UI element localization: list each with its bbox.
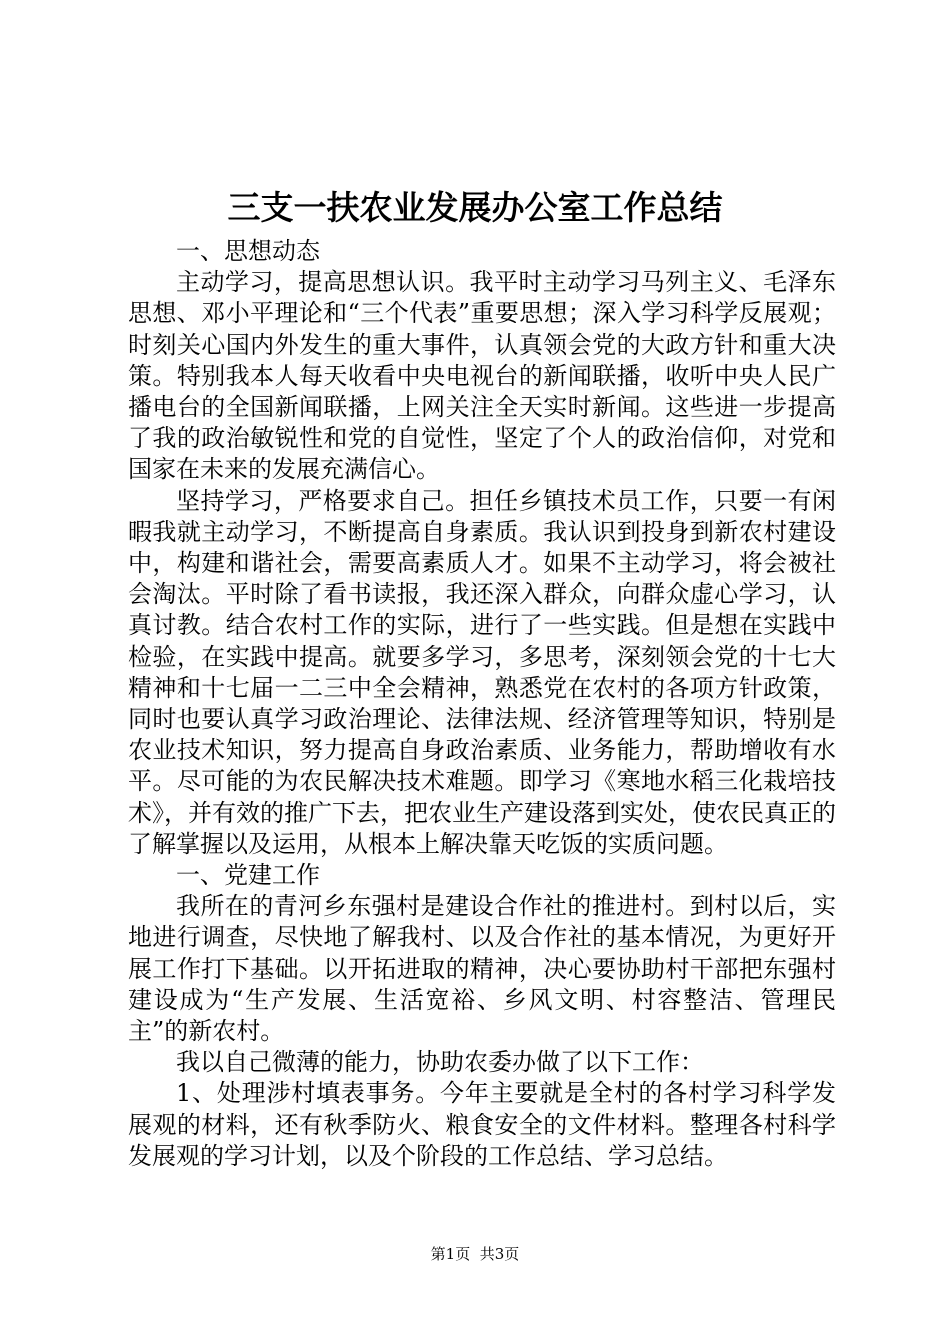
section-heading-thought: 一、思想动态 [176,237,320,265]
paragraph-item-1: 1、处理涉村填表事务。今年主要就是全村的各村学习科学发展观的材料，还有秋季防火、粮食安全的文件材料。整理各村科学发展观的学习计划，以及个阶段的工作总结、学习总结。 [128,1079,836,1170]
document-title: 三支一扶农业发展办公室工作总结 [227,188,723,227]
page-footer [0,1244,950,1264]
paragraph-persistent-learning: 坚持学习，严格要求自己。担任乡镇技术员工作，只要一有闲暇我就主动学习，不断提高自身素质。我认识到投身到新农村建设中，构建和谐社会，需要高素质人才。如果不主动学习，将会被社会淘汰。平时除了看书读报，我还深入群众，向群众虚心学习，认真讨教。结合农村工作的实际，进行了一些实践。但是想在实践中检验，在实践中提高。就要多学习，多思考，深刻领会党的十七大精神和十七届一二三中全会精神，熟悉党在农村的各项方针政策，同时也要认真学习政治理论、法律法规、经济管理等知识，特别是农业技术知识，努力提高自身政治素质、业务能力，帮助增收有水平。尽可能的为农民解决技术难题。即学习《寒地水稻三化栽培技术》，并有效的推广下去，把农业生产建设落到实处，使农民真正的了解掌握以及运用，从根本上解决靠天吃饭的实质问题。 [128,486,836,858]
paragraph-active-learning: 主动学习，提高思想认识。我平时主动学习马列主义、毛泽东思想、邓小平理论和“三个代表”重要思想；深入学习科学反展观；时刻关心国内外发生的重大事件，认真领会党的大政方针和重大决策。特别我本人每天收看中央电视台的新闻联播，收听中央人民广播电台的全国新闻联播，上网关注全天实时新闻。这些进一步提高了我的政治敏锐性和党的自觉性，坚定了个人的政治信仰，对党和国家在未来的发展充满信心。 [128,268,836,484]
document-body [128,236,836,1172]
paragraph-village-work: 我所在的青河乡东强村是建设合作社的推进村。到村以后，实地进行调查，尽快地了解我村、以及合作社的基本情况，为更好开展工作打下基础。以开拓进取的精神，决心要协助村干部把东强村建设成为“生产发展、生活宽裕、乡风文明、村容整洁、管理民主”的新农村。 [128,892,836,1046]
page-number: 第1页 [430,1245,471,1263]
paragraph-assist-intro: 我以自己微薄的能力，协助农委办做了以下工作： [176,1048,704,1077]
section-heading-party-building: 一、党建工作 [176,861,320,890]
page-total: 共3页 [479,1245,520,1263]
